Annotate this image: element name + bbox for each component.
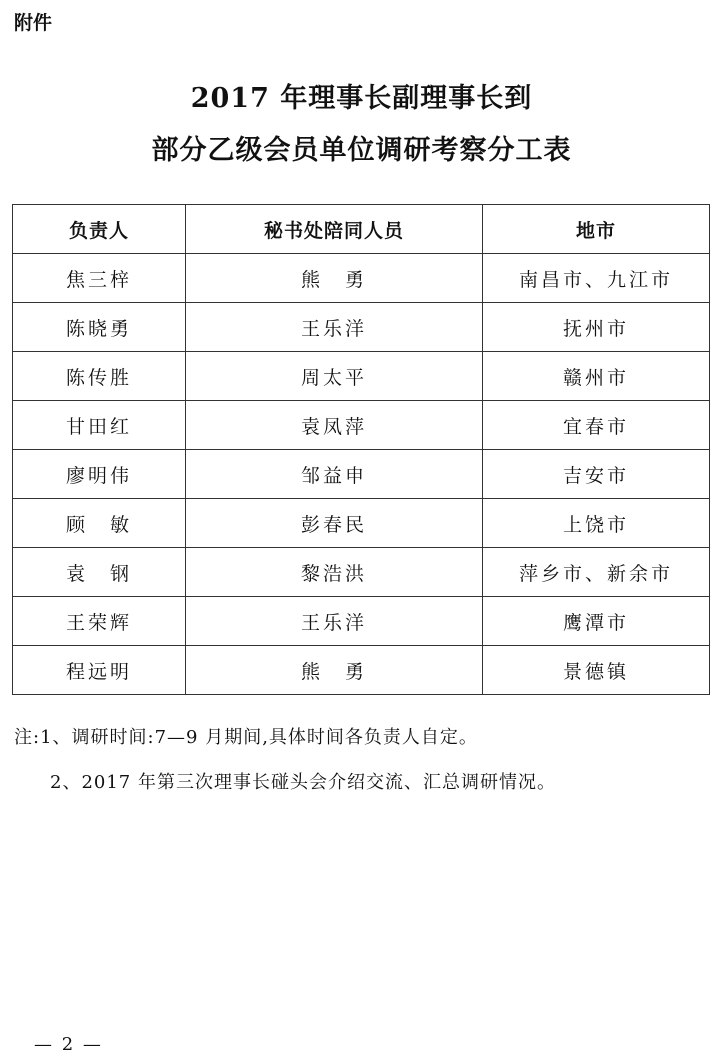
staff-cell: 熊 勇: [186, 646, 483, 695]
note-schedule: 注:1、调研时间:7—9 月期间,具体时间各负责人自定。: [14, 727, 478, 748]
city-cell: 景德镇: [483, 646, 710, 695]
city-cell: 上饶市: [483, 499, 710, 548]
leader-cell: 陈传胜: [13, 352, 186, 401]
leader-cell: 顾 敏: [13, 499, 186, 548]
leader-cell: 焦三梓: [13, 254, 186, 303]
leader-cell: 袁 钢: [13, 548, 186, 597]
page-number: — 2 —: [34, 1034, 103, 1055]
staff-cell: 彭春民: [186, 499, 483, 548]
document-title-line1: 2017 年理事长副理事长到: [190, 83, 533, 114]
column-header-city: 地市: [483, 205, 710, 254]
document-title-line2: 部分乙级会员单位调研考察分工表: [151, 135, 572, 166]
table-header-row: [13, 205, 710, 254]
column-header-leader: 负责人: [13, 205, 186, 254]
leader-cell: 王荣辉: [13, 597, 186, 646]
staff-cell: 袁凤萍: [186, 401, 483, 450]
staff-cell: 王乐洋: [186, 597, 483, 646]
city-cell: 抚州市: [483, 303, 710, 352]
leader-cell: 陈晓勇: [13, 303, 186, 352]
table-row: [13, 450, 710, 499]
table-row: [13, 597, 710, 646]
table-row: [13, 352, 710, 401]
table-row: [13, 646, 710, 695]
column-header-staff: 秘书处陪同人员: [186, 205, 483, 254]
table-row: [13, 499, 710, 548]
city-cell: 宜春市: [483, 401, 710, 450]
table-row: [13, 548, 710, 597]
table-row: [13, 303, 710, 352]
leader-cell: 廖明伟: [13, 450, 186, 499]
assignment-table: [12, 204, 710, 695]
city-cell: 南昌市、九江市: [483, 254, 710, 303]
staff-cell: 王乐洋: [186, 303, 483, 352]
table-row: [13, 254, 710, 303]
city-cell: 吉安市: [483, 450, 710, 499]
city-cell: 鹰潭市: [483, 597, 710, 646]
note-meeting: 2、2017 年第三次理事长碰头会介绍交流、汇总调研情况。: [50, 772, 556, 793]
attachment-label: 附件: [14, 12, 53, 34]
table-row: [13, 401, 710, 450]
staff-cell: 周太平: [186, 352, 483, 401]
staff-cell: 熊 勇: [186, 254, 483, 303]
staff-cell: 黎浩洪: [186, 548, 483, 597]
staff-cell: 邹益申: [186, 450, 483, 499]
leader-cell: 程远明: [13, 646, 186, 695]
leader-cell: 甘田红: [13, 401, 186, 450]
city-cell: 赣州市: [483, 352, 710, 401]
city-cell: 萍乡市、新余市: [483, 548, 710, 597]
